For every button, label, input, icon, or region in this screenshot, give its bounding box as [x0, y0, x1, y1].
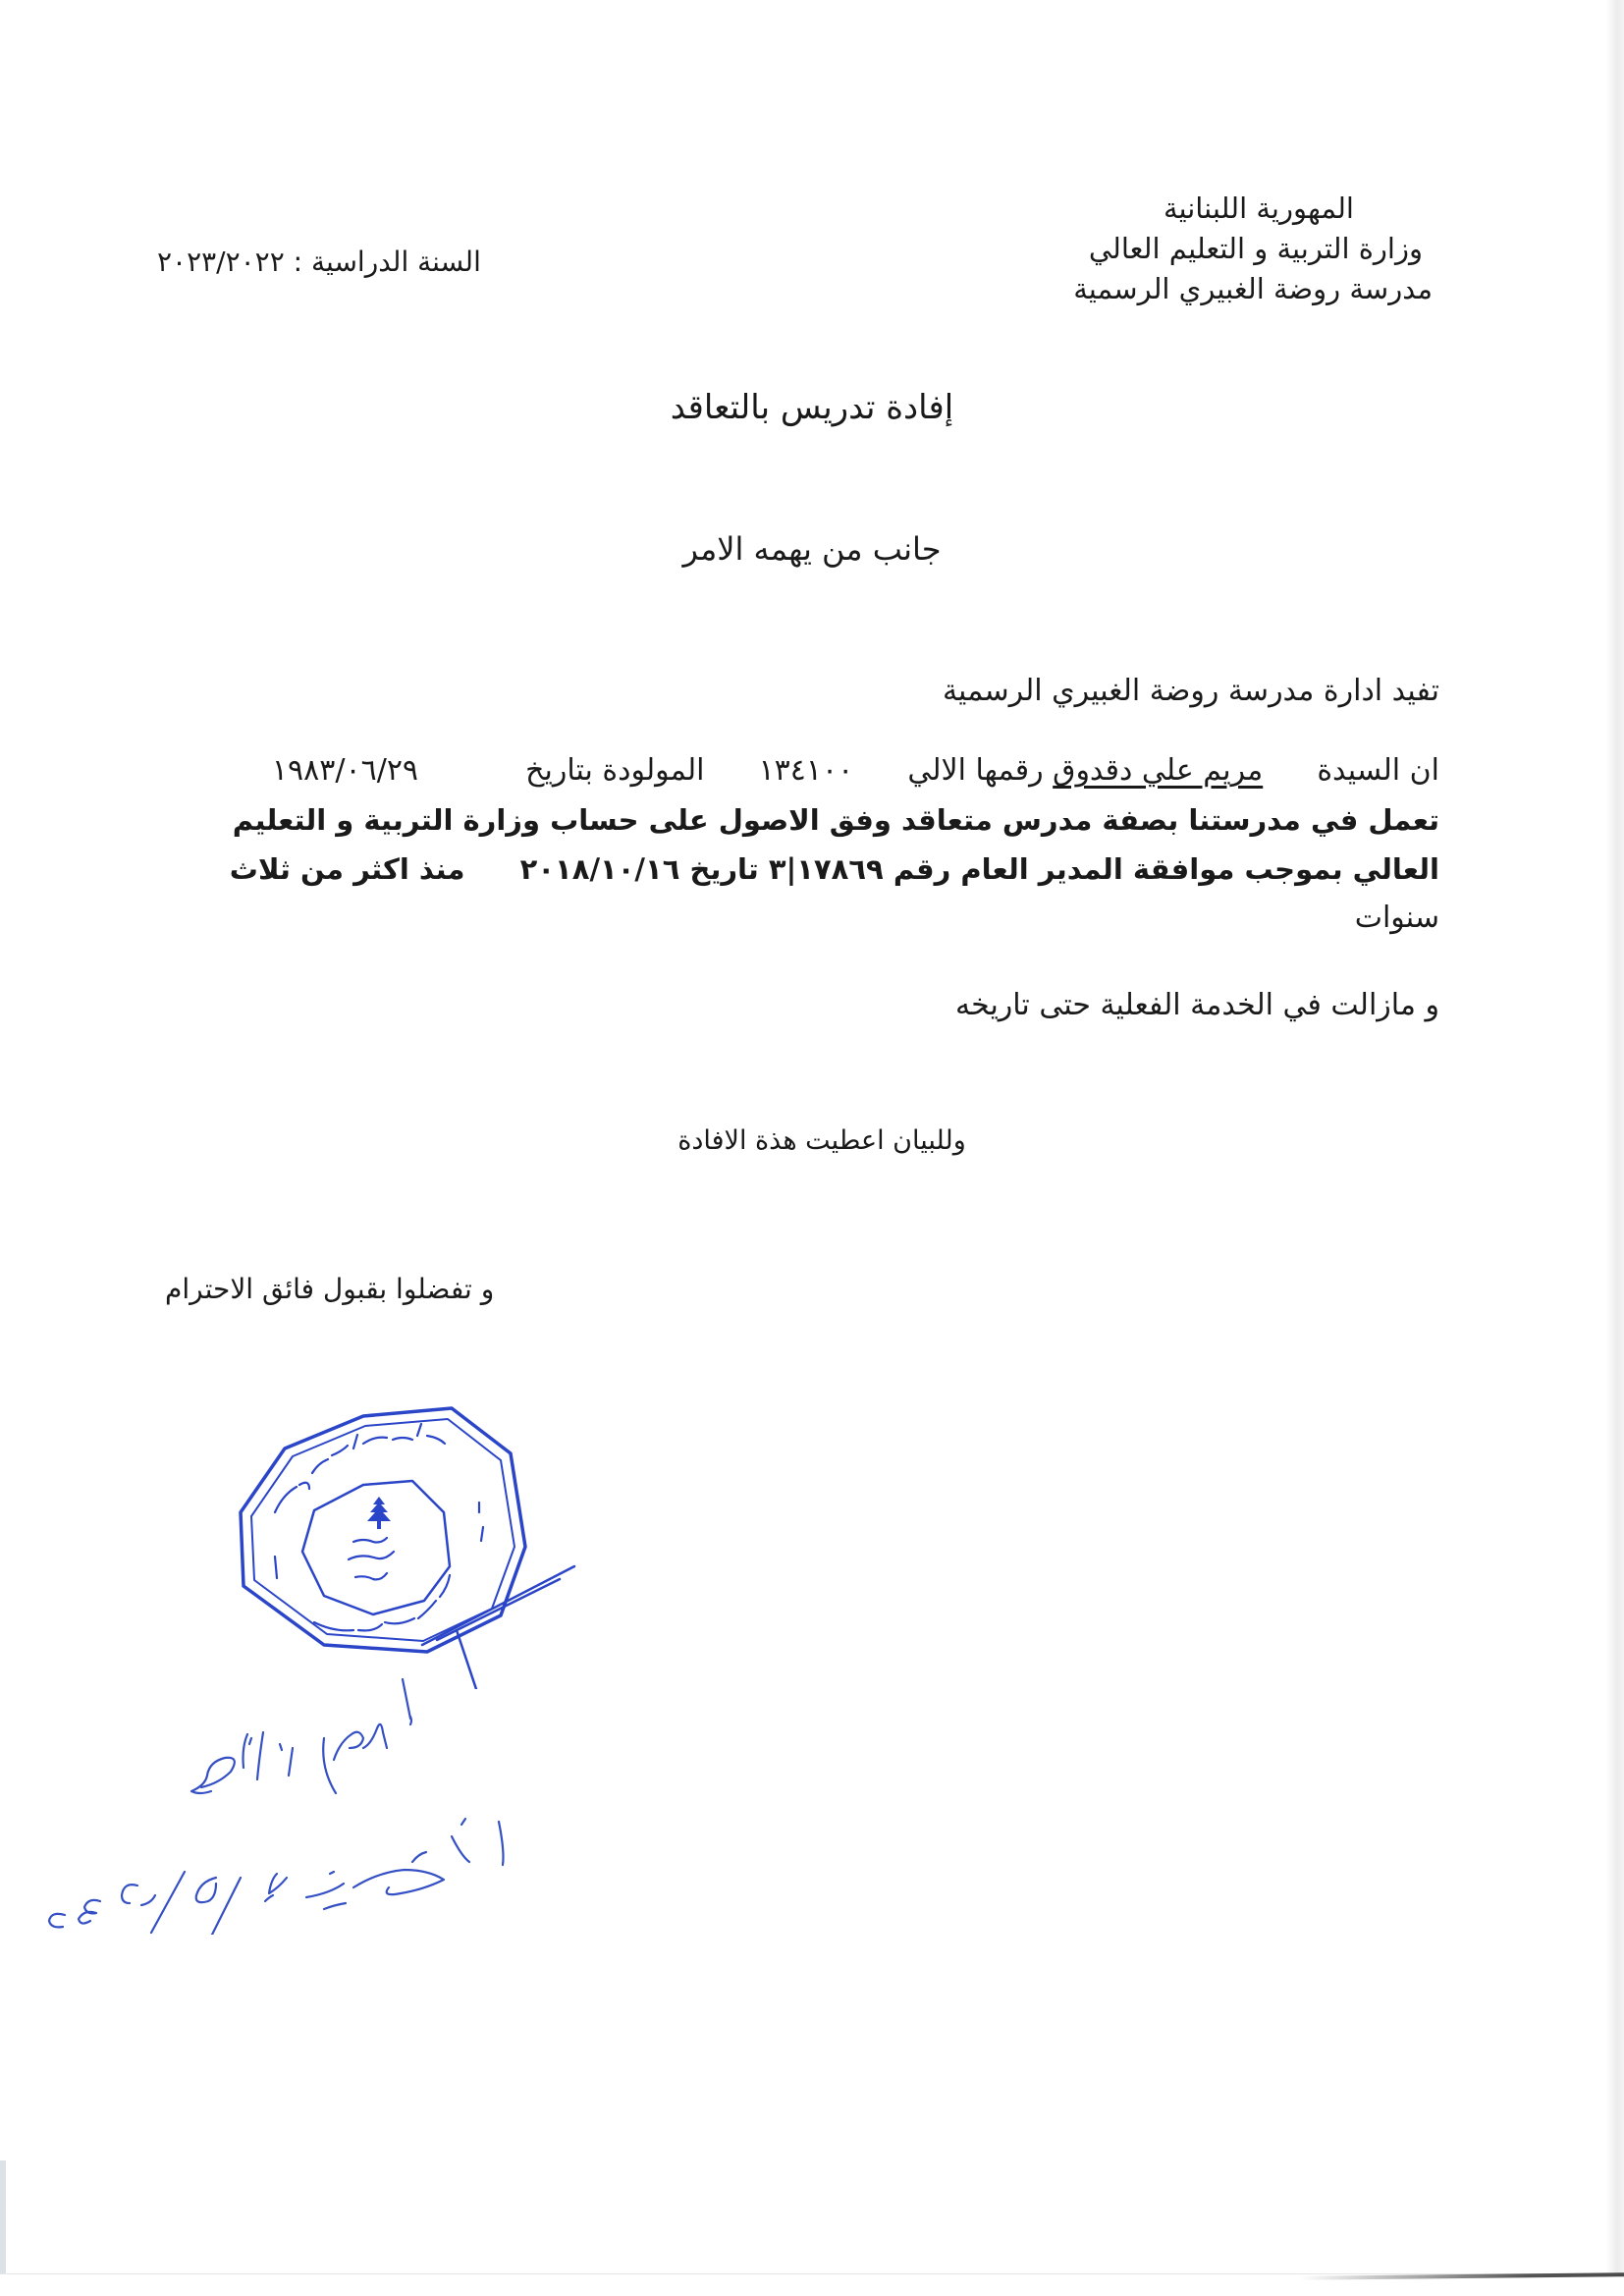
birth-label: المولودة بتاريخ	[525, 753, 705, 788]
teacher-prefix: ان السيدة	[1317, 753, 1439, 788]
approval-number: ١٧٨٦٩|٣	[768, 852, 884, 886]
birth-date: ١٩٨٣/٠٦/٢٩	[271, 753, 419, 788]
cedar-emblem-icon	[367, 1497, 391, 1529]
approval-date-label: تاريخ	[689, 852, 759, 886]
paragraph-line-2: تعمل في مدرستنا بصفة مدرس متعاقد وفق الاصول على حساب وزارة التربية و التعليم	[232, 803, 1439, 837]
official-stamp	[216, 1394, 589, 1689]
letterhead-republic: المهورية اللبنانية	[1163, 191, 1354, 225]
certificate-paragraph	[183, 746, 1439, 943]
letterhead-ministry: وزارة التربية و التعليم العالي	[1088, 232, 1423, 265]
teacher-name: مريم علي دقدوق	[1053, 753, 1264, 788]
document-title: إفادة تدريس بالتعاقد	[670, 388, 954, 427]
regards-line: و تفضلوا بقبول فائق الاحترام	[165, 1273, 495, 1305]
closing-statement: وللبيان اعطيت هذة الافادة	[677, 1125, 966, 1156]
scan-edge-left	[0, 2160, 6, 2276]
still-serving-line: و مازالت في الخدمة الفعلية حتى تاريخه	[955, 988, 1439, 1022]
letterhead	[1073, 189, 1433, 309]
paragraph-line-1	[183, 746, 1439, 795]
school-year-value: ٢٠٢٣/٢٠٢٢	[157, 246, 285, 278]
letterhead-school: مدرسة روضة الغبيري الرسمية	[1073, 272, 1433, 305]
paragraph-line-3	[183, 845, 1439, 894]
school-year	[157, 246, 481, 278]
salutation: جانب من يهمه الامر	[682, 530, 942, 568]
approval-text: العالي بموجب موافقة المدير العام رقم	[893, 852, 1439, 886]
id-number: ١٣٤١٠٠	[758, 753, 854, 788]
id-label: رقمها الالي	[907, 753, 1044, 788]
approval-date: ٢٠١٨/١٠/١٦	[519, 852, 680, 886]
school-year-label: السنة الدراسية :	[293, 246, 481, 278]
paragraph-line-4: سنوات	[1354, 901, 1439, 935]
duration-text: منذ اكثر من ثلاث	[229, 852, 465, 886]
stamp-outer-border-inner	[251, 1419, 514, 1641]
handwritten-signature	[29, 1669, 579, 1935]
intro-line: تفيد ادارة مدرسة روضة الغبيري الرسمية	[942, 674, 1439, 708]
